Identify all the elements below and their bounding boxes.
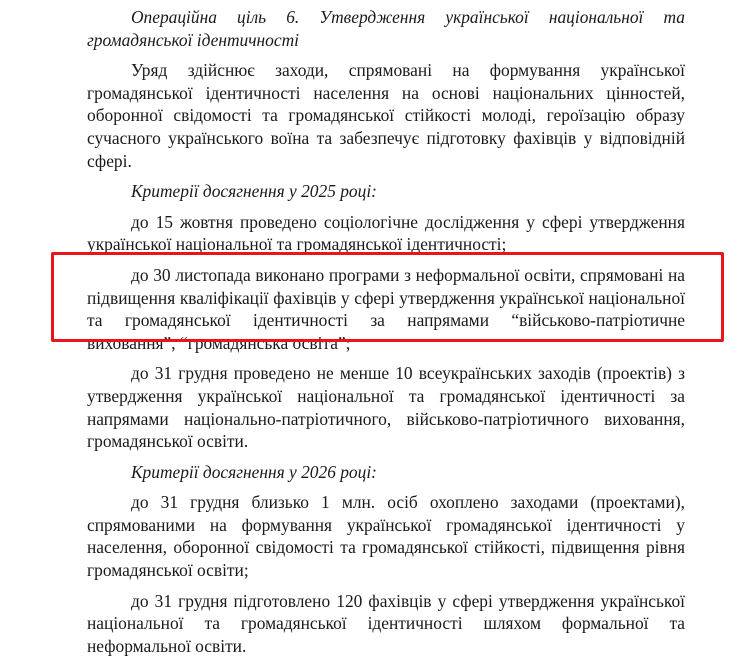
criteria-2026-heading: Критерії досягнення у 2026 році: [131, 461, 377, 482]
operational-goal-heading: Операційна ціль 6. Утвердження української національної та громадянської ідентичності [87, 7, 685, 50]
criteria-2026-item: до 31 грудня підготовлено 120 фахівців у сфері утвердження української національної та громадянської ідентичності шляхом формальної та неформальної освіти. [87, 590, 685, 656]
criteria-2026-item: до 31 грудня близько 1 млн. осіб охоплено заходами (проектами), спрямованими на формування української громадянської ідентичності у населення, оборонної свідомості та громадянської стійкості, підвищення рівня громадянської освіти; [87, 492, 685, 581]
intro-paragraph: Уряд здійснює заходи, спрямовані на формування української громадянської ідентичності населення на основі національних цінностей, оборонної свідомості та громадянської стійкості молоді, героїзацію образу сучасного українського воїна та забезпечує підготовку фахівців у відповідній сфері. [87, 60, 685, 171]
criteria-2025-heading: Критерії досягнення у 2025 році: [131, 181, 377, 202]
criteria-2025-item-highlighted: до 30 листопада виконано програми з неформальної освіти, спрямовані на підвищення кваліфікації фахівців у сфері утвердження української національної та громадянської ідентичності за напрямами “військово-патріотичне виховання”, “громадянська освіта”; [87, 264, 685, 353]
document-page [87, 6, 685, 657]
criteria-2025-item: до 31 грудня проведено не менше 10 всеукраїнських заходів (проектів) з утвердження української національної та громадянської ідентичності за напрямами національно-патріотичного, військово-патріотичного виховання, громадянської освіти. [87, 363, 685, 452]
criteria-2025-item: до 15 жовтня проведено соціологічне дослідження у сфері утвердження української національної та громадянської ідентичності; [87, 211, 685, 255]
